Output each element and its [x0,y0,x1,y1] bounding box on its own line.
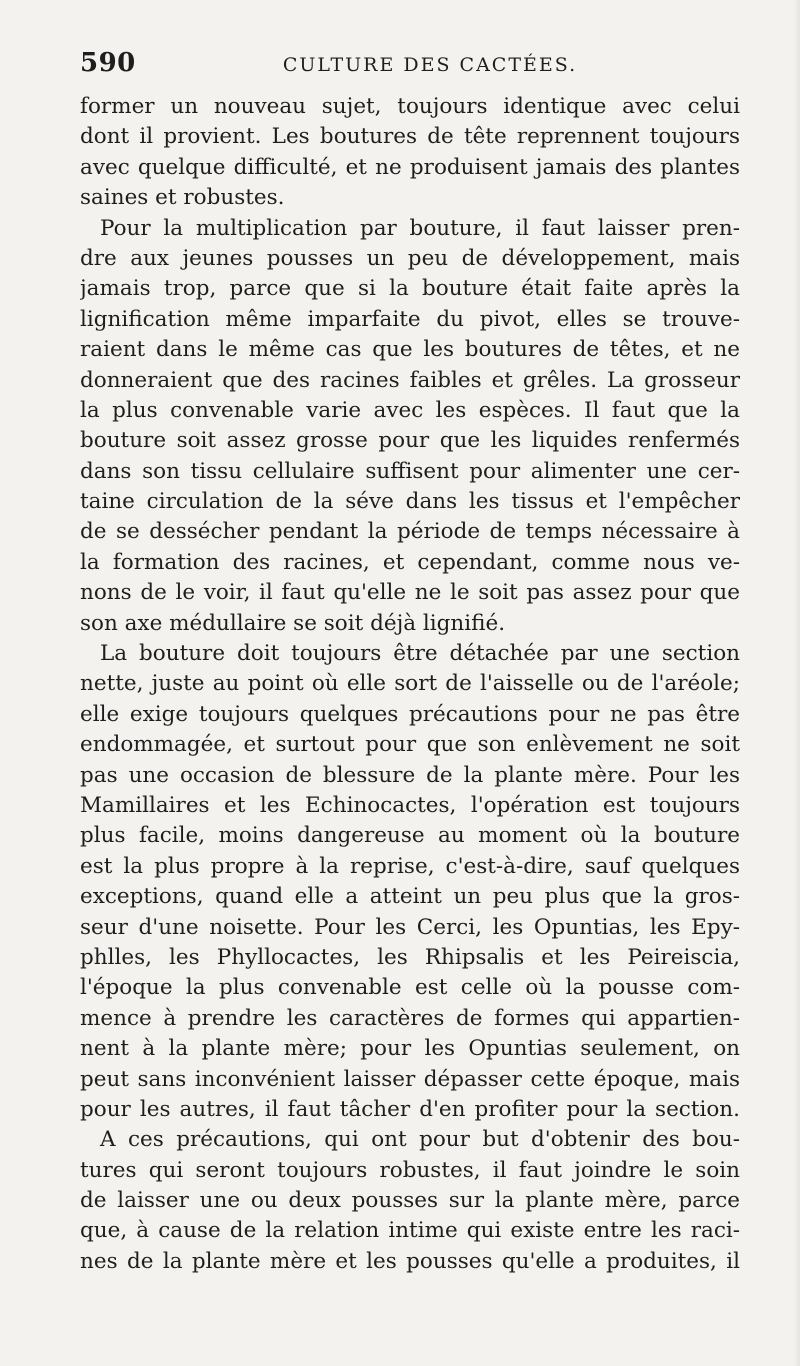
running-title: CULTURE DES CACTÉES. [282,54,578,76]
text-line: La bouture doit toujours être détachée par une section [100,641,740,667]
text-line: peut sans inconvénient laisser dépasser cette époque, mais [80,1066,740,1092]
text-line: la plus convenable varie avec les espèces. Il faut que la [80,397,740,423]
text-line: tures qui seront toujours robustes, il faut joindre le soin [80,1157,740,1183]
text-line: avec quelque difficulté, et ne produisent jamais des plantes [80,154,740,180]
body-text [80,92,740,1277]
text-line: endommagée, et surtout pour que son enlèvement ne soit [80,732,740,758]
text-line: jamais trop, parce que si la bouture était faite après la [80,276,740,302]
text-line: dans son tissu cellulaire suffisent pour alimenter une cer- [80,458,740,484]
text-line: l'époque la plus convenable est celle où la pousse com- [80,975,740,1001]
text-line: nette, juste au point où elle sort de l'aisselle ou de l'aréole; [80,671,740,697]
text-line: pas une occasion de blessure de la plante mère. Pour les [80,762,740,788]
text-line: pour les autres, il faut tâcher d'en profiter pour la section. [80,1096,740,1122]
text-line: exceptions, quand elle a atteint un peu plus que la gros- [80,884,740,910]
page-number: 590 [80,48,136,78]
text-line: nes de la plante mère et les pousses qu'elle a produites, il [80,1248,740,1274]
text-line: taine circulation de la séve dans les tissus et l'empêcher [80,489,740,515]
text-line: Pour la multiplication par bouture, il faut laisser pren- [100,215,740,241]
text-line: son axe médullaire se soit déjà lignifié. [80,610,506,636]
text-line: seur d'une noisette. Pour les Cerci, les Opuntias, les Epy- [80,914,740,940]
text-line: la formation des racines, et cependant, comme nous ve- [80,549,740,575]
page-header [80,48,740,82]
text-line: dont il provient. Les boutures de tête reprennent toujours [80,124,740,150]
text-line: former un nouveau sujet, toujours identique avec celui [80,94,740,119]
text-line: Mamillaires et les Echinocactes, l'opération est toujours [80,792,740,818]
text-line: que, à cause de la relation intime qui existe entre les raci- [80,1218,740,1244]
text-line: de laisser une ou deux pousses sur la plante mère, parce [80,1188,740,1214]
page-edge-shadow [794,0,800,1366]
text-line: A ces précautions, qui ont pour but d'obtenir des bou- [100,1127,740,1153]
text-line: donneraient que des racines faibles et grêles. La grosseur [80,367,740,393]
text-line: phlles, les Phyllocactes, les Rhipsalis et les Peireiscia, [80,944,740,970]
text-line: est la plus propre à la reprise, c'est-à-dire, sauf quelques [80,853,740,879]
text-line: dre aux jeunes pousses un peu de développement, mais [80,245,740,271]
text-line: nons de le voir, il faut qu'elle ne le soit pas assez pour que [80,580,740,606]
text-line: plus facile, moins dangereuse au moment où la bouture [80,823,740,849]
text-line: lignification même imparfaite du pivot, elles se trouve- [80,306,740,332]
text-line: de se dessécher pendant la période de temps nécessaire à [80,519,740,545]
text-line: mence à prendre les caractères de formes qui appartien- [80,1005,740,1031]
text-line: nent à la plante mère; pour les Opuntias seulement, on [80,1036,740,1062]
text-line: raient dans le même cas que les boutures de têtes, et ne [80,337,740,363]
text-line: bouture soit assez grosse pour que les liquides renfermés [80,428,740,454]
text-line: saines et robustes. [80,185,285,211]
text-line: elle exige toujours quelques précautions pour ne pas être [80,701,740,727]
